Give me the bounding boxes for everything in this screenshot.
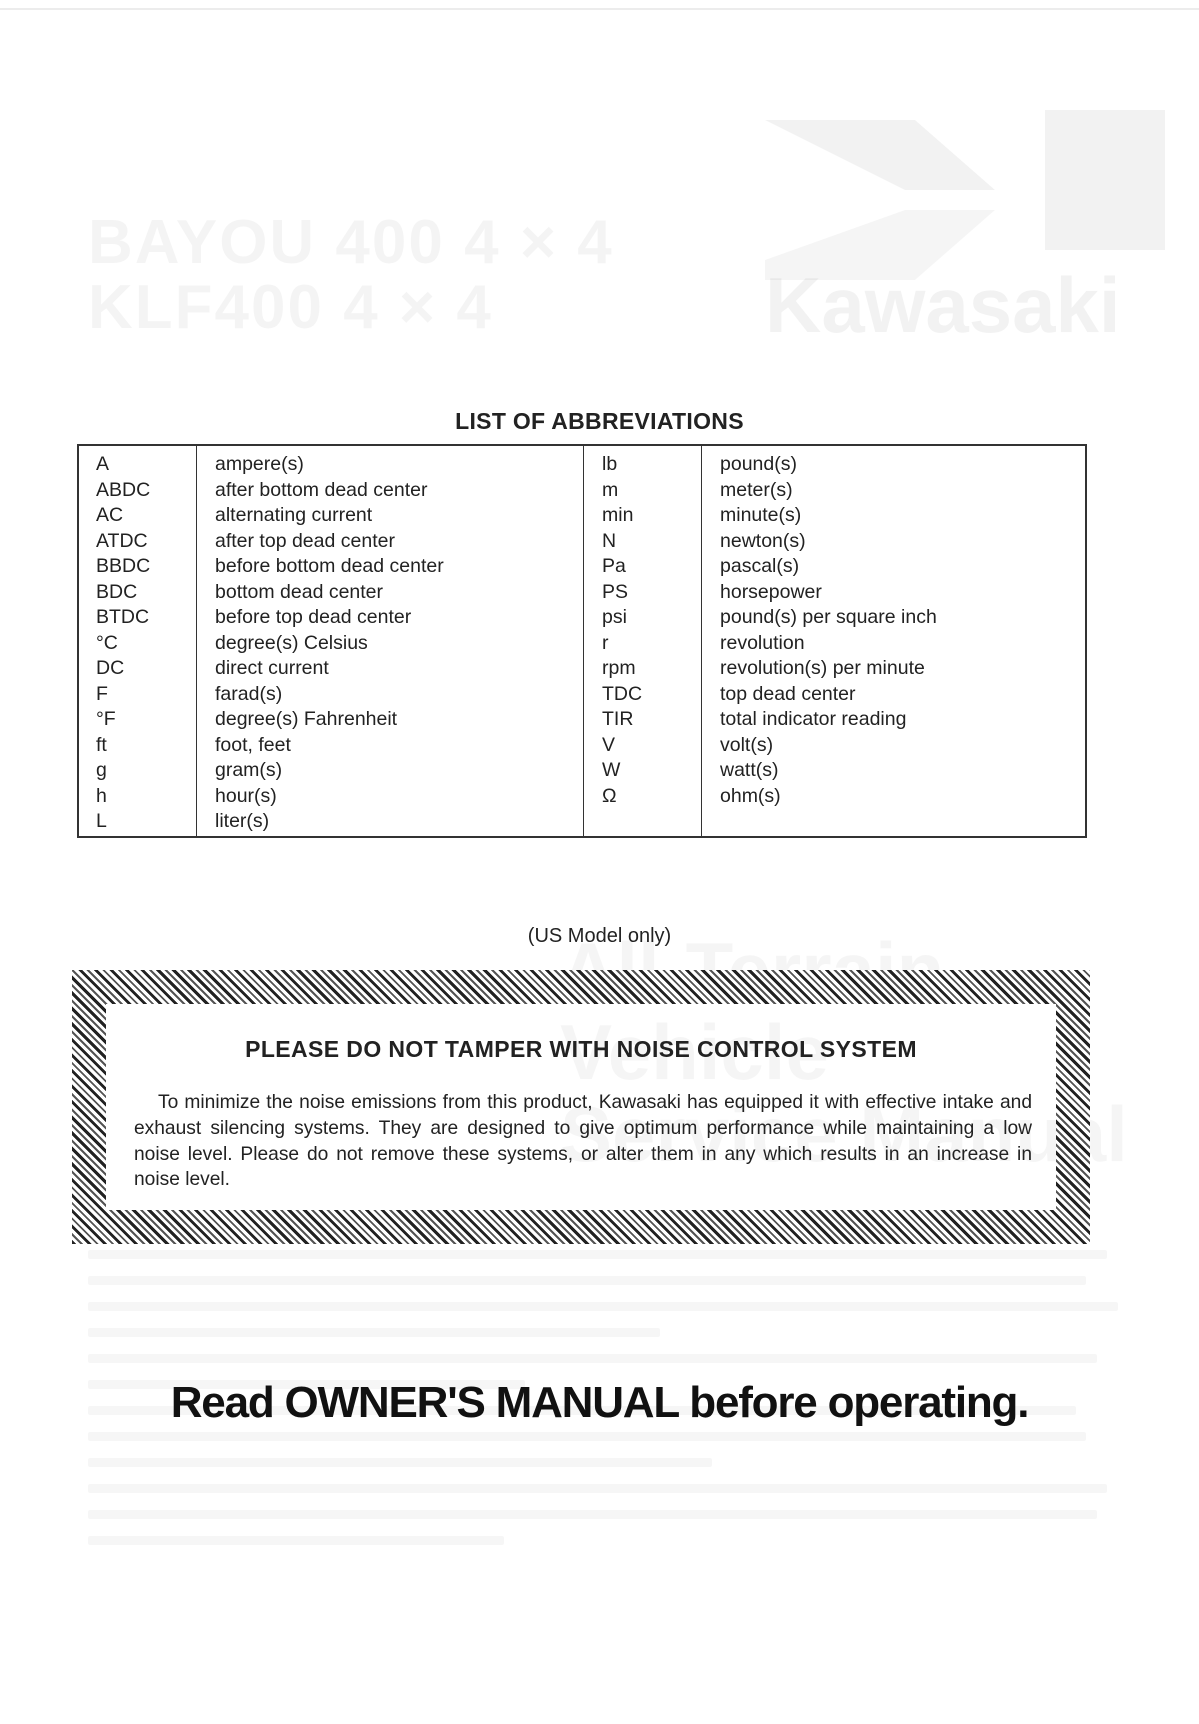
abbreviation-meaning: revolution [720, 631, 805, 654]
right-meaning-column [702, 446, 1085, 836]
abbreviation-meaning: bottom dead center [215, 580, 384, 603]
abbreviation-meaning: gram(s) [215, 759, 283, 781]
abbreviation-term: F [96, 682, 108, 705]
abbreviation-meaning: pascal(s) [720, 555, 800, 577]
abbreviation-meaning: top dead center [720, 682, 856, 705]
abbreviation-term: ATDC [96, 529, 148, 552]
abbreviation-meaning: pound(s) per square inch [720, 606, 937, 628]
abbreviation-term: rpm [602, 657, 636, 679]
logo-showthrough-text: Kawasaki [765, 261, 1121, 340]
abbreviations-table [77, 444, 1087, 838]
abbreviation-meaning: liter(s) [215, 810, 270, 832]
abbreviation-term: PS [602, 580, 629, 603]
abbreviation-meaning: direct current [215, 657, 329, 679]
abbreviation-meaning: degree(s) Celsius [215, 631, 368, 654]
read-owners-manual-heading: Read OWNER'S MANUAL before operating. [170, 1378, 1029, 1427]
abbreviation-term: BDC [96, 580, 138, 603]
abbreviation-meaning: alternating current [215, 504, 373, 526]
title-showthrough [88, 210, 614, 340]
scan-top-edge [0, 8, 1199, 10]
abbreviation-term: N [602, 529, 617, 552]
abbreviation-meaning: after bottom dead center [215, 478, 428, 501]
abbreviation-term: BTDC [96, 606, 150, 628]
abbreviation-term: V [602, 733, 616, 756]
abbreviation-term: TDC [602, 682, 643, 705]
abbreviation-term: m [602, 478, 619, 501]
noise-notice-title: PLEASE DO NOT TAMPER WITH NOISE CONTROL SYSTEM [245, 1036, 917, 1062]
noise-notice-text: To minimize the noise emissions from this product, Kawasaki has equipped it with effective intake and exhaust silencing systems. They are designed to give optimum performance while maintaining a low noise level. Please do not remove these systems, or alter them in any which results in an increase in noise level. [134, 1092, 1032, 1191]
abbreviation-term: g [96, 759, 107, 781]
abbreviation-term: °F [96, 708, 116, 730]
abbreviation-meaning: horsepower [720, 580, 822, 603]
abbreviation-term: r [602, 631, 609, 654]
title-showthrough-line [88, 210, 614, 275]
abbreviation-meaning: meter(s) [720, 478, 793, 501]
abbreviation-meaning: revolution(s) per minute [720, 657, 925, 679]
abbreviation-meaning: before bottom dead center [215, 555, 444, 577]
abbreviation-term: W [602, 759, 621, 781]
abbreviation-meaning: minute(s) [720, 504, 802, 526]
abbreviation-meaning: before top dead center [215, 606, 412, 628]
abbreviation-meaning: total indicator reading [720, 708, 907, 730]
abbreviation-meaning: watt(s) [720, 759, 779, 781]
abbreviation-meaning: hour(s) [215, 784, 277, 807]
abbreviation-term: A [96, 453, 110, 475]
abbreviation-term: Pa [602, 555, 626, 577]
abbreviation-term: h [96, 784, 107, 807]
abbreviation-term: DC [96, 657, 125, 679]
abbreviation-meaning: ohm(s) [720, 784, 781, 807]
noise-notice-content [72, 970, 1090, 1244]
abbreviation-term: min [602, 504, 634, 526]
abbreviation-term: AC [96, 504, 124, 526]
title-showthrough-line [88, 275, 614, 340]
abbreviation-meaning: newton(s) [720, 529, 806, 552]
abbreviation-term: °C [96, 631, 118, 654]
left-meaning-column [197, 446, 584, 836]
abbreviation-term: psi [602, 606, 627, 628]
abbreviation-term: L [96, 810, 107, 832]
abbreviation-term: TIR [602, 708, 634, 730]
kawasaki-logo-showthrough [765, 110, 1165, 340]
abbreviation-term: ft [96, 733, 107, 756]
us-model-note: (US Model only) [527, 925, 672, 947]
abbreviation-meaning: farad(s) [215, 682, 283, 705]
noise-notice-body [134, 1090, 1032, 1193]
abbreviation-meaning: pound(s) [720, 453, 797, 475]
abbreviation-term: BBDC [96, 555, 151, 577]
abbreviation-meaning: after top dead center [215, 529, 395, 552]
abbreviation-meaning: foot, feet [215, 733, 291, 756]
abbreviation-term: lb [602, 453, 618, 475]
abbreviations-title: LIST OF ABBREVIATIONS [455, 408, 744, 434]
abbreviation-meaning: volt(s) [720, 733, 774, 756]
abbreviation-term: ABDC [96, 478, 151, 501]
abbreviation-term: Ω [602, 784, 617, 807]
right-abbreviation-column [584, 446, 702, 836]
left-abbreviation-column [79, 446, 197, 836]
abbreviation-meaning: degree(s) Fahrenheit [215, 708, 398, 730]
abbreviation-meaning: ampere(s) [215, 453, 304, 475]
